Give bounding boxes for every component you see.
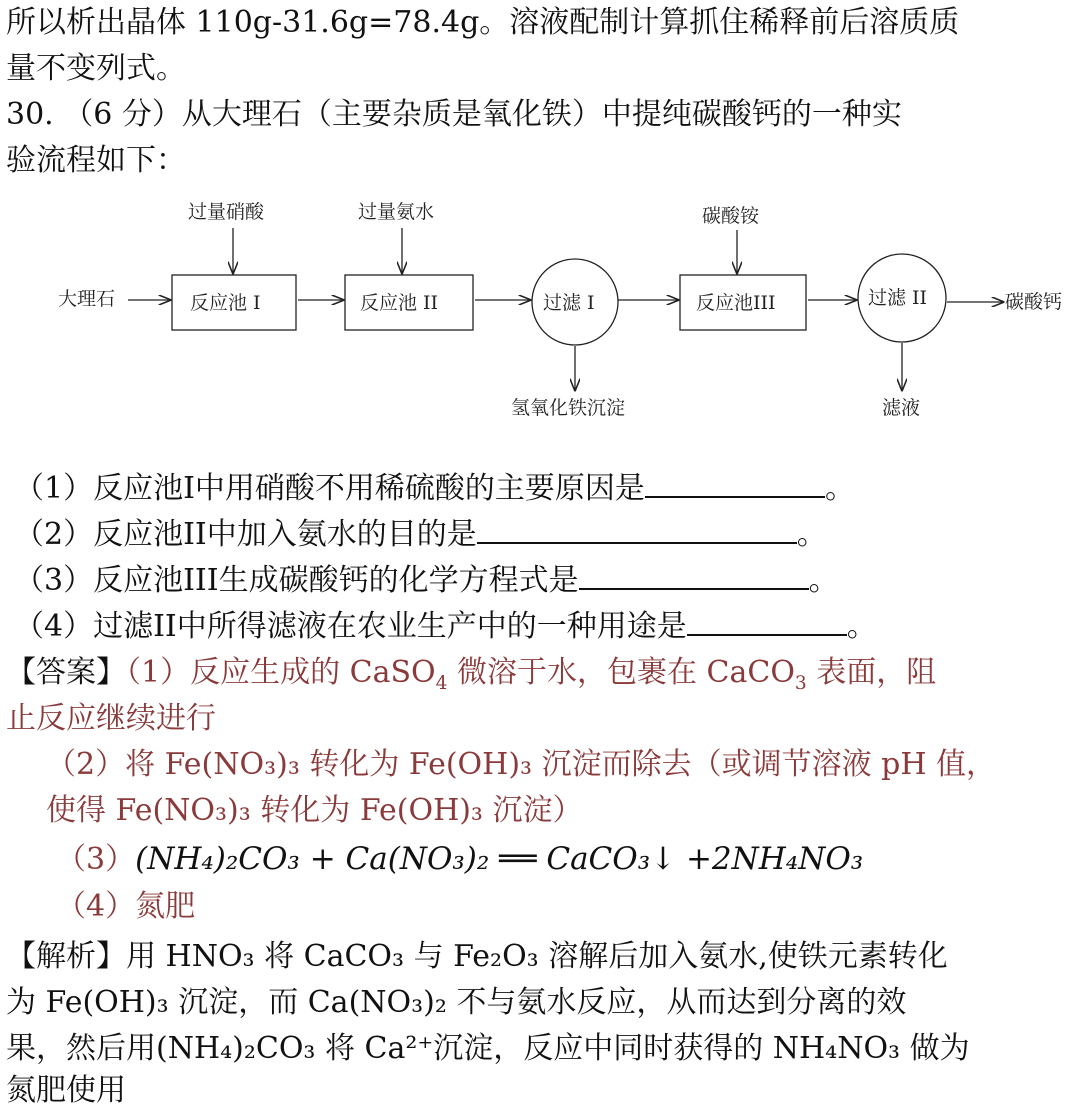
answer-2-line-2: 使得 Fe(NO₃)₃ 转化为 Fe(OH)₃ 沉淀） bbox=[46, 793, 583, 828]
answer-blank-4[interactable] bbox=[687, 604, 847, 636]
flow-reagent3-label: 碳酸铵 bbox=[702, 205, 760, 227]
flow-filter2-label: 过滤 II bbox=[868, 287, 928, 309]
question-number: 30. bbox=[6, 97, 54, 132]
sub-question-2-end: 。 bbox=[796, 517, 827, 552]
analysis-tag: 【解析】 bbox=[6, 939, 126, 974]
answer-4-line: （4）氮肥 bbox=[56, 889, 196, 924]
sub-question-2-text: （2）反应池II中加入氨水的目的是 bbox=[14, 517, 477, 552]
sub-question-3-text: （3）反应池III生成碳酸钙的化学方程式是 bbox=[14, 563, 579, 598]
sub-question-4 bbox=[14, 604, 877, 650]
sub-question-3 bbox=[14, 558, 839, 604]
answer-blank-2[interactable] bbox=[477, 512, 797, 544]
answer-1-line-2: 止反应继续进行 bbox=[6, 701, 216, 736]
answer-1-sub: 4 bbox=[435, 673, 448, 694]
flow-pool1-label: 反应池 I bbox=[190, 292, 261, 314]
flow-filtrate-label: 滤液 bbox=[882, 397, 921, 419]
flow-precipitate-label: 氢氧化铁沉淀 bbox=[511, 397, 626, 419]
flow-pool2-label: 反应池 II bbox=[360, 292, 439, 314]
answer-3-label: （3） bbox=[56, 842, 136, 877]
flow-diagram bbox=[0, 180, 1080, 430]
analysis-line-2: 为 Fe(OH)₃ 沉淀，而 Ca(NO₃)₂ 不与氨水反应，从而达到分离的效 bbox=[6, 985, 907, 1020]
answer-1-suffix: 表面，阻 bbox=[806, 655, 937, 690]
flow-filter1-label: 过滤 I bbox=[543, 292, 595, 314]
answer-3-line bbox=[56, 836, 863, 883]
question-line-1 bbox=[6, 92, 902, 138]
sub-question-1 bbox=[14, 466, 855, 512]
answer-tag: 【答案】 bbox=[6, 655, 126, 690]
flow-product-label: 碳酸钙 bbox=[1005, 291, 1063, 313]
question-line-2: 验流程如下： bbox=[6, 143, 186, 178]
flow-reagent1-label: 过量硝酸 bbox=[188, 201, 265, 223]
analysis-text-1: 用 HNO₃ 将 CaCO₃ 与 Fe₂O₃ 溶解后加入氨水,使铁元素转化 bbox=[126, 939, 948, 974]
intro-line-1: 所以析出晶体 110g-31.6g=78.4g。溶液配制计算抓住稀释前后溶质质 bbox=[6, 5, 960, 40]
intro-line-2: 量不变列式。 bbox=[6, 51, 186, 86]
sub-question-2 bbox=[14, 512, 827, 558]
answer-1-mid: 微溶于水，包裹在 CaCO bbox=[447, 655, 795, 690]
sub-question-1-text: （1）反应池I中用硝酸不用稀硫酸的主要原因是 bbox=[14, 471, 645, 506]
answer-1-sub2: 3 bbox=[794, 673, 807, 694]
sub-question-4-end: 。 bbox=[846, 609, 877, 644]
sub-question-4-text: （4）过滤II中所得滤液在农业生产中的一种用途是 bbox=[14, 609, 687, 644]
analysis-line-3: 果，然后用(NH₄)₂CO₃ 将 Ca²⁺沉淀，反应中同时获得的 NH₄NO₃ 做为 bbox=[6, 1031, 970, 1066]
answer-blank-3[interactable] bbox=[579, 558, 809, 590]
analysis-line-1 bbox=[6, 934, 948, 980]
flow-pool3-label: 反应池III bbox=[696, 292, 776, 314]
answer-1-prefix: （1）反应生成的 CaSO bbox=[126, 655, 436, 690]
analysis-line-4: 氮肥使用 bbox=[6, 1073, 126, 1108]
flow-reagent2-label: 过量氨水 bbox=[358, 201, 435, 223]
question-stem: 从大理石（主要杂质是氧化铁）中提纯碳酸钙的一种实 bbox=[181, 97, 902, 132]
question-score: （6 分） bbox=[63, 97, 182, 132]
sub-question-3-end: 。 bbox=[808, 563, 839, 598]
answer-blank-1[interactable] bbox=[645, 466, 825, 498]
answer-3-equation: (NH₄)₂CO₃ + Ca(NO₃)₂ ══ CaCO₃↓ +2NH₄NO₃ bbox=[135, 841, 864, 877]
sub-question-1-end: 。 bbox=[824, 471, 855, 506]
flow-start-label: 大理石 bbox=[58, 288, 116, 310]
answer-2-line-1: （2）将 Fe(NO₃)₃ 转化为 Fe(OH)₃ 沉淀而除去（或调节溶液 pH 值， bbox=[46, 747, 997, 782]
